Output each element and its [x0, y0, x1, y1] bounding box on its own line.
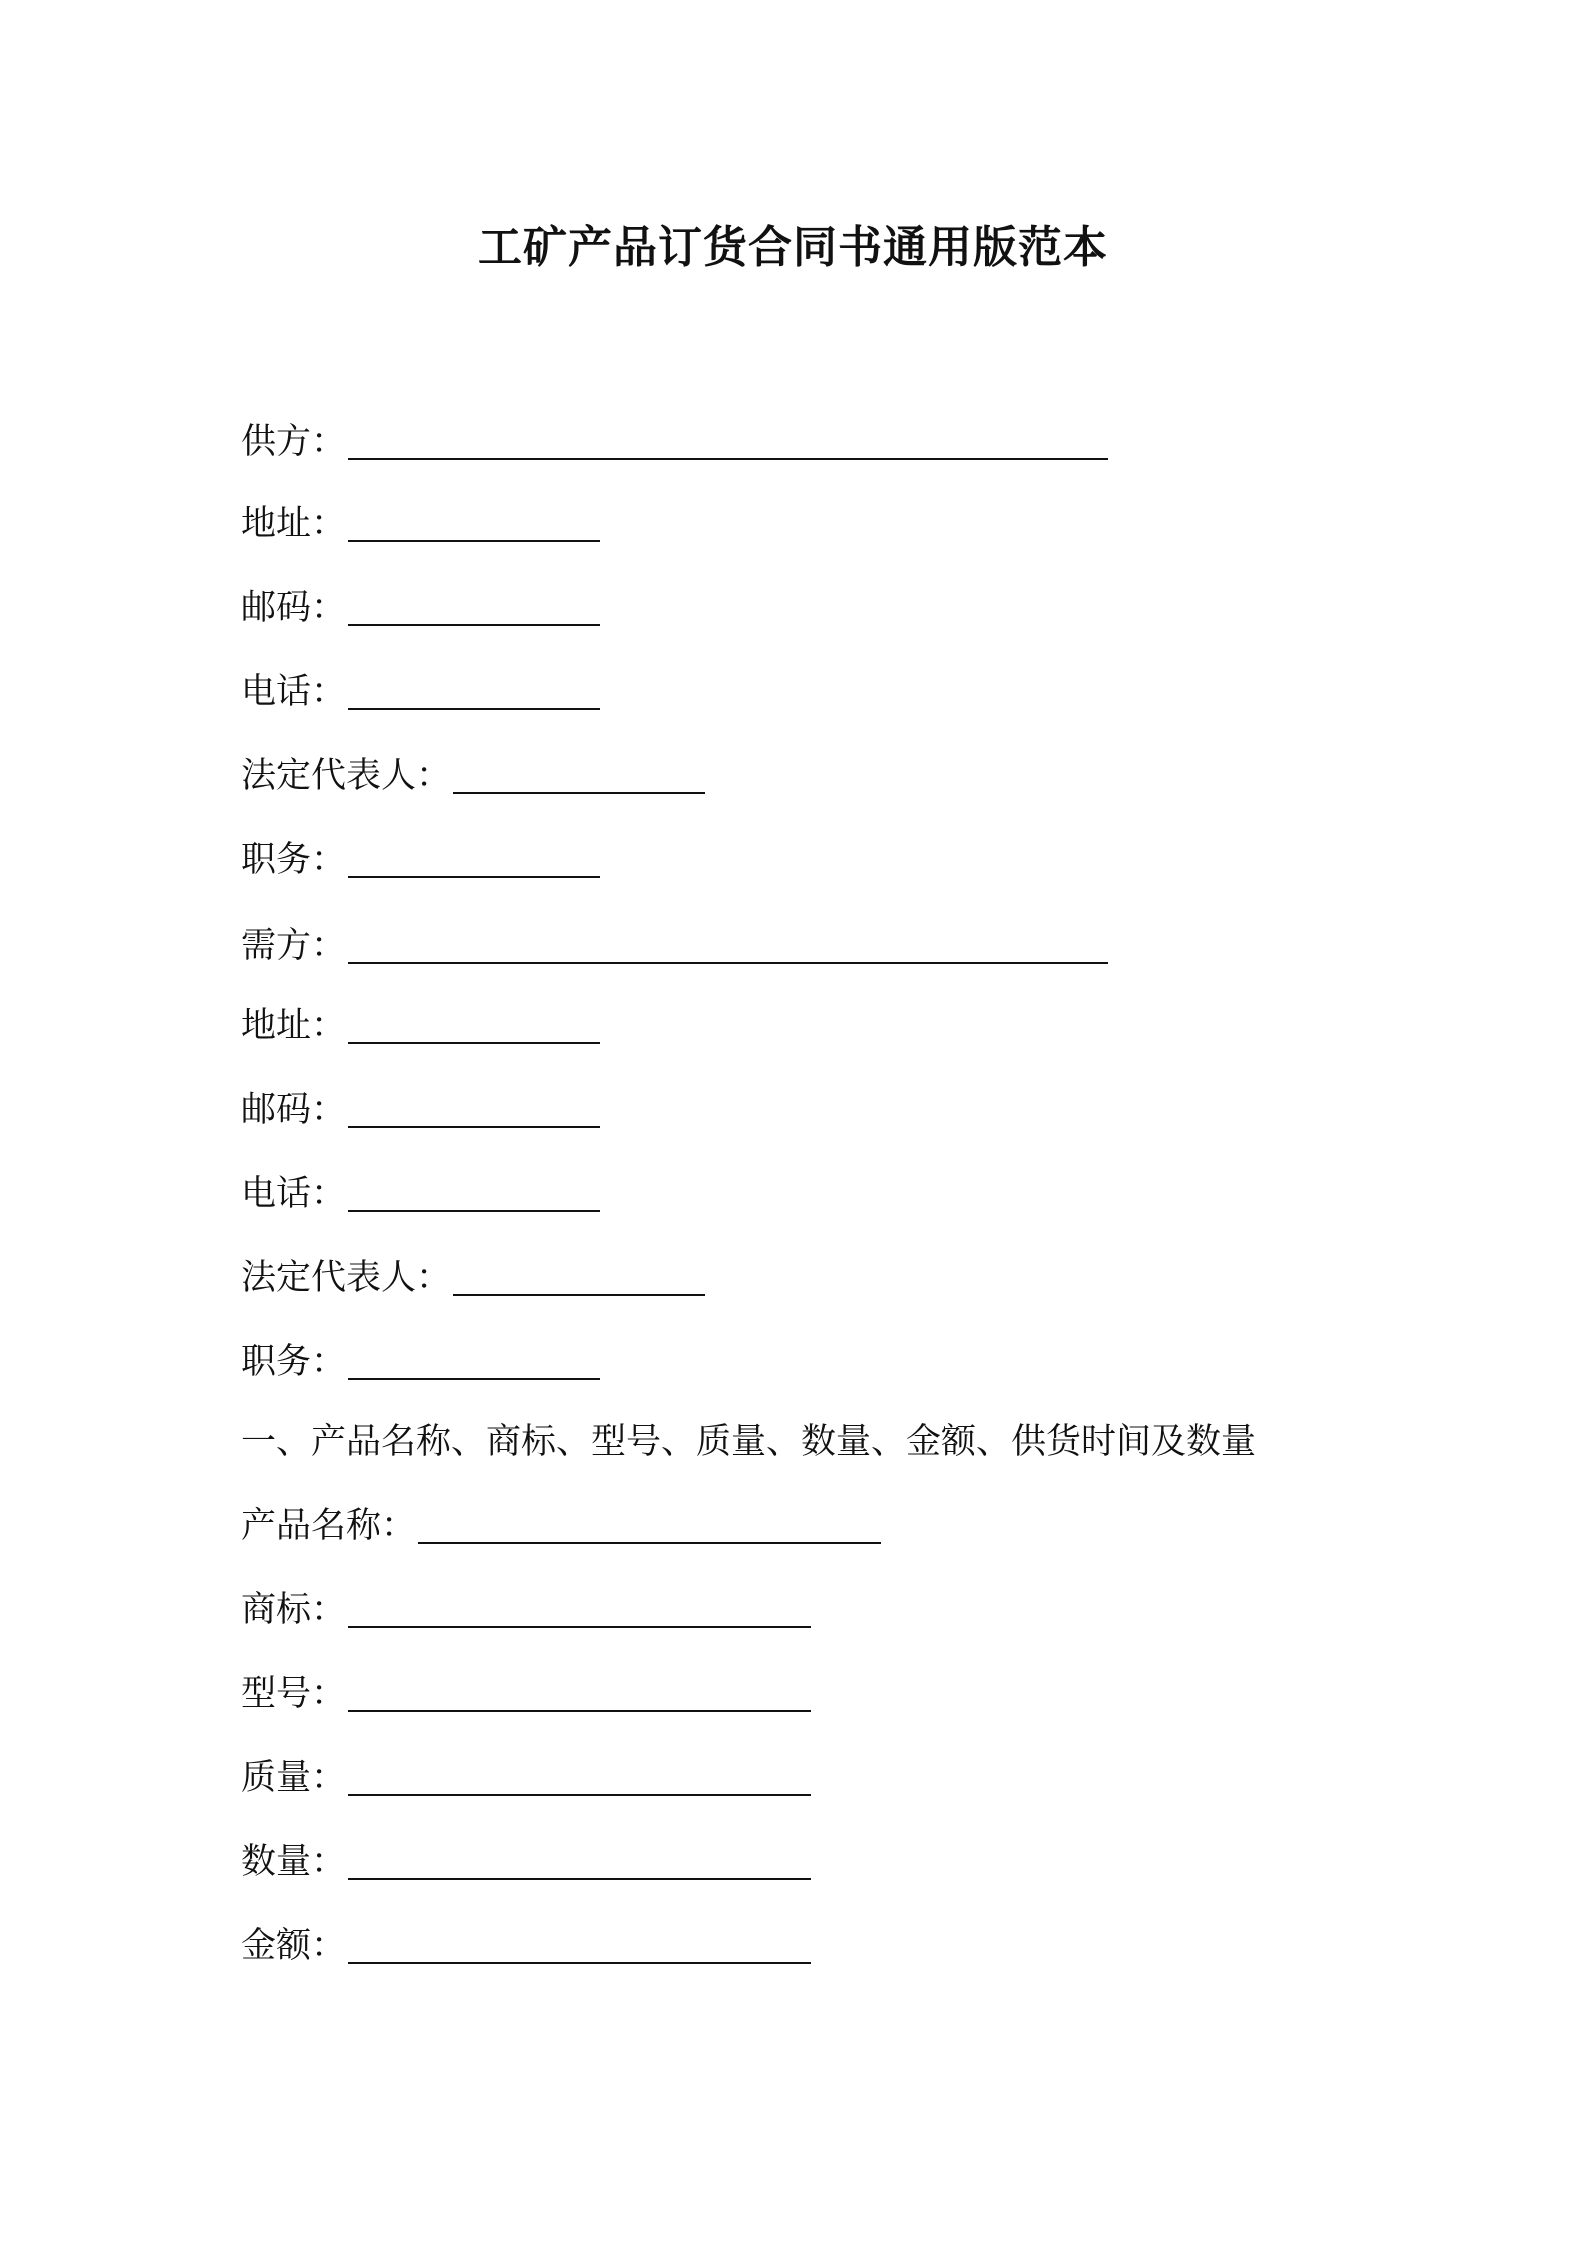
page-title: 工矿产品订货合同书通用版范本	[478, 222, 1108, 273]
buyer-party-row	[241, 922, 1108, 970]
supplier-position-blank[interactable]	[348, 876, 600, 878]
quantity-blank[interactable]	[348, 1878, 811, 1880]
quantity-label: 数量：	[241, 1842, 347, 1882]
model-row	[241, 1670, 811, 1718]
amount-row	[241, 1922, 811, 1970]
trademark-row	[241, 1586, 811, 1634]
product-name-row	[241, 1502, 881, 1550]
buyer-legal-rep-row	[241, 1254, 705, 1302]
trademark-label: 商标：	[241, 1590, 347, 1630]
buyer-legal-rep-label: 法定代表人：	[241, 1258, 452, 1298]
quantity-row	[241, 1838, 811, 1886]
supplier-party-label: 供方：	[241, 422, 347, 462]
supplier-party-blank[interactable]	[348, 458, 1108, 460]
supplier-phone-blank[interactable]	[348, 708, 600, 710]
buyer-address-blank[interactable]	[348, 1042, 600, 1044]
quality-blank[interactable]	[348, 1794, 811, 1796]
quality-row	[241, 1754, 811, 1802]
quality-label: 质量：	[241, 1758, 347, 1798]
buyer-phone-row	[241, 1170, 600, 1218]
buyer-phone-blank[interactable]	[348, 1210, 600, 1212]
supplier-phone-row	[241, 668, 600, 716]
model-blank[interactable]	[348, 1710, 811, 1712]
model-label: 型号：	[241, 1674, 347, 1714]
buyer-position-row	[241, 1338, 600, 1386]
supplier-position-label: 职务：	[241, 840, 347, 880]
amount-blank[interactable]	[348, 1962, 811, 1964]
supplier-postcode-blank[interactable]	[348, 624, 600, 626]
buyer-address-row	[241, 1002, 600, 1050]
buyer-legal-rep-blank[interactable]	[453, 1294, 705, 1296]
product-name-blank[interactable]	[418, 1542, 881, 1544]
buyer-party-label: 需方：	[241, 926, 347, 966]
supplier-legal-rep-label: 法定代表人：	[241, 756, 452, 796]
supplier-address-label: 地址：	[241, 504, 347, 544]
buyer-postcode-row	[241, 1086, 600, 1134]
supplier-address-row	[241, 500, 600, 548]
section-heading: 一、产品名称、商标、型号、质量、数量、金额、供货时间及数量	[241, 1422, 1257, 1462]
buyer-position-label: 职务：	[241, 1342, 347, 1382]
supplier-postcode-label: 邮码：	[241, 588, 347, 628]
buyer-party-blank[interactable]	[348, 962, 1108, 964]
trademark-blank[interactable]	[348, 1626, 811, 1628]
supplier-address-blank[interactable]	[348, 540, 600, 542]
supplier-legal-rep-row	[241, 752, 705, 800]
amount-label: 金额：	[241, 1926, 347, 1966]
supplier-position-row	[241, 836, 600, 884]
buyer-address-label: 地址：	[241, 1006, 347, 1046]
supplier-postcode-row	[241, 584, 600, 632]
buyer-postcode-blank[interactable]	[348, 1126, 600, 1128]
buyer-postcode-label: 邮码：	[241, 1090, 347, 1130]
buyer-position-blank[interactable]	[348, 1378, 600, 1380]
buyer-phone-label: 电话：	[241, 1174, 347, 1214]
supplier-legal-rep-blank[interactable]	[453, 792, 705, 794]
product-name-label: 产品名称：	[241, 1506, 417, 1546]
supplier-phone-label: 电话：	[241, 672, 347, 712]
supplier-party-row	[241, 418, 1108, 466]
